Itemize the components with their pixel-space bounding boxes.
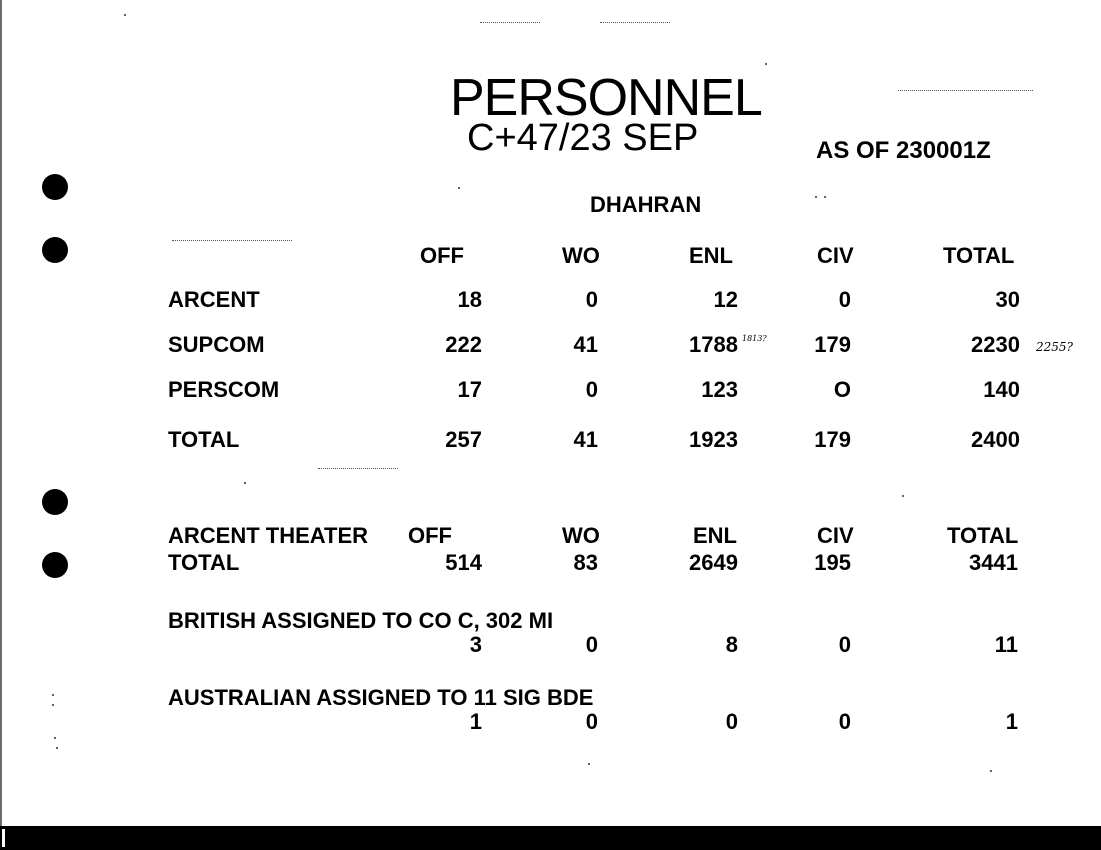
scan-noise <box>318 468 398 469</box>
scan-noise <box>765 63 767 65</box>
column-header-civ: CIV <box>817 243 854 268</box>
cell-off: 18 <box>457 287 482 312</box>
theater-cell-civ: 195 <box>814 550 851 575</box>
theater-header-wo: WO <box>562 523 600 548</box>
scan-noise <box>458 187 460 189</box>
punch-hole <box>42 489 68 515</box>
cell-total: 30 <box>995 287 1020 312</box>
theater-header-civ: CIV <box>817 523 854 548</box>
scan-noise <box>990 770 992 772</box>
british-label: BRITISH ASSIGNED TO CO C, 302 MI <box>168 608 554 633</box>
page-left-edge <box>0 0 2 826</box>
cell-total: 2400 <box>971 427 1020 452</box>
cell-civ: 179 <box>814 427 851 452</box>
cell-wo: 41 <box>573 427 598 452</box>
theater-header-off: OFF <box>408 523 452 548</box>
british-cell-total: 11 <box>994 632 1018 657</box>
scan-noise <box>244 482 246 484</box>
location-heading: DHAHRAN <box>590 192 702 217</box>
cell-enl: 1923 <box>689 427 738 452</box>
theater-cell-wo: 83 <box>573 550 598 575</box>
theater-cell-off: 514 <box>445 550 482 575</box>
australian-label: AUSTRALIAN ASSIGNED TO 11 SIG BDE <box>168 685 594 710</box>
theater-cell-total: 3441 <box>969 550 1018 575</box>
page-subtitle: C+47/23 SEP <box>467 117 699 159</box>
cell-wo: 41 <box>573 332 598 357</box>
australian-cell-enl: 0 <box>725 709 738 734</box>
scan-noise <box>902 495 904 497</box>
column-header-off: OFF <box>420 243 464 268</box>
cell-enl: 12 <box>713 287 738 312</box>
cell-civ: O <box>833 377 851 402</box>
scan-noise <box>52 704 54 706</box>
scan-noise <box>824 196 826 198</box>
theater-header-enl: ENL <box>693 523 737 548</box>
british-cell-off: 3 <box>469 632 482 657</box>
cell-wo: 0 <box>585 377 598 402</box>
british-cell-enl: 8 <box>725 632 738 657</box>
theater-row-label: TOTAL <box>168 550 240 575</box>
british-cell-civ: 0 <box>838 632 851 657</box>
punch-hole <box>42 552 68 578</box>
row-label: ARCENT <box>168 287 260 312</box>
cell-civ: 179 <box>814 332 851 357</box>
scan-noise <box>898 90 1033 91</box>
australian-cell-total: 1 <box>1005 709 1018 734</box>
australian-cell-wo: 0 <box>585 709 598 734</box>
scan-noise <box>172 240 292 241</box>
row-label: TOTAL <box>168 427 240 452</box>
punch-hole <box>42 174 68 200</box>
scan-footer-bar <box>0 826 1101 850</box>
cell-total: 140 <box>983 377 1020 402</box>
cell-enl: 123 <box>701 377 738 402</box>
scan-noise <box>54 737 56 739</box>
cell-off: 17 <box>457 377 482 402</box>
scan-noise <box>588 763 590 765</box>
theater-label: ARCENT THEATER <box>168 523 369 548</box>
scan-noise <box>480 22 540 23</box>
page-title: PERSONNEL <box>450 69 762 127</box>
as-of-timestamp: AS OF 230001Z <box>816 137 991 164</box>
punch-hole <box>42 237 68 263</box>
british-cell-wo: 0 <box>585 632 598 657</box>
handwritten-note-enl: 1813? <box>742 334 767 343</box>
australian-cell-civ: 0 <box>838 709 851 734</box>
row-label: SUPCOM <box>168 332 265 357</box>
column-header-wo: WO <box>562 243 600 268</box>
scan-noise <box>600 22 670 23</box>
cell-wo: 0 <box>585 287 598 312</box>
row-label: PERSCOM <box>168 377 280 402</box>
theater-cell-enl: 2649 <box>689 550 738 575</box>
scan-noise <box>56 747 58 749</box>
scan-footer-mark <box>2 829 5 847</box>
cell-enl: 1788 <box>689 332 738 357</box>
handwritten-note-total: 2255? <box>1036 340 1073 354</box>
theater-header-total: TOTAL <box>947 523 1019 548</box>
column-header-enl: ENL <box>689 243 733 268</box>
australian-cell-off: 1 <box>469 709 482 734</box>
scan-noise <box>815 196 817 198</box>
scan-noise <box>52 694 54 696</box>
cell-off: 222 <box>445 332 482 357</box>
column-header-total: TOTAL <box>943 243 1015 268</box>
cell-off: 257 <box>445 427 482 452</box>
cell-total: 2230 <box>971 332 1020 357</box>
cell-civ: 0 <box>838 287 851 312</box>
scan-noise <box>124 14 126 16</box>
